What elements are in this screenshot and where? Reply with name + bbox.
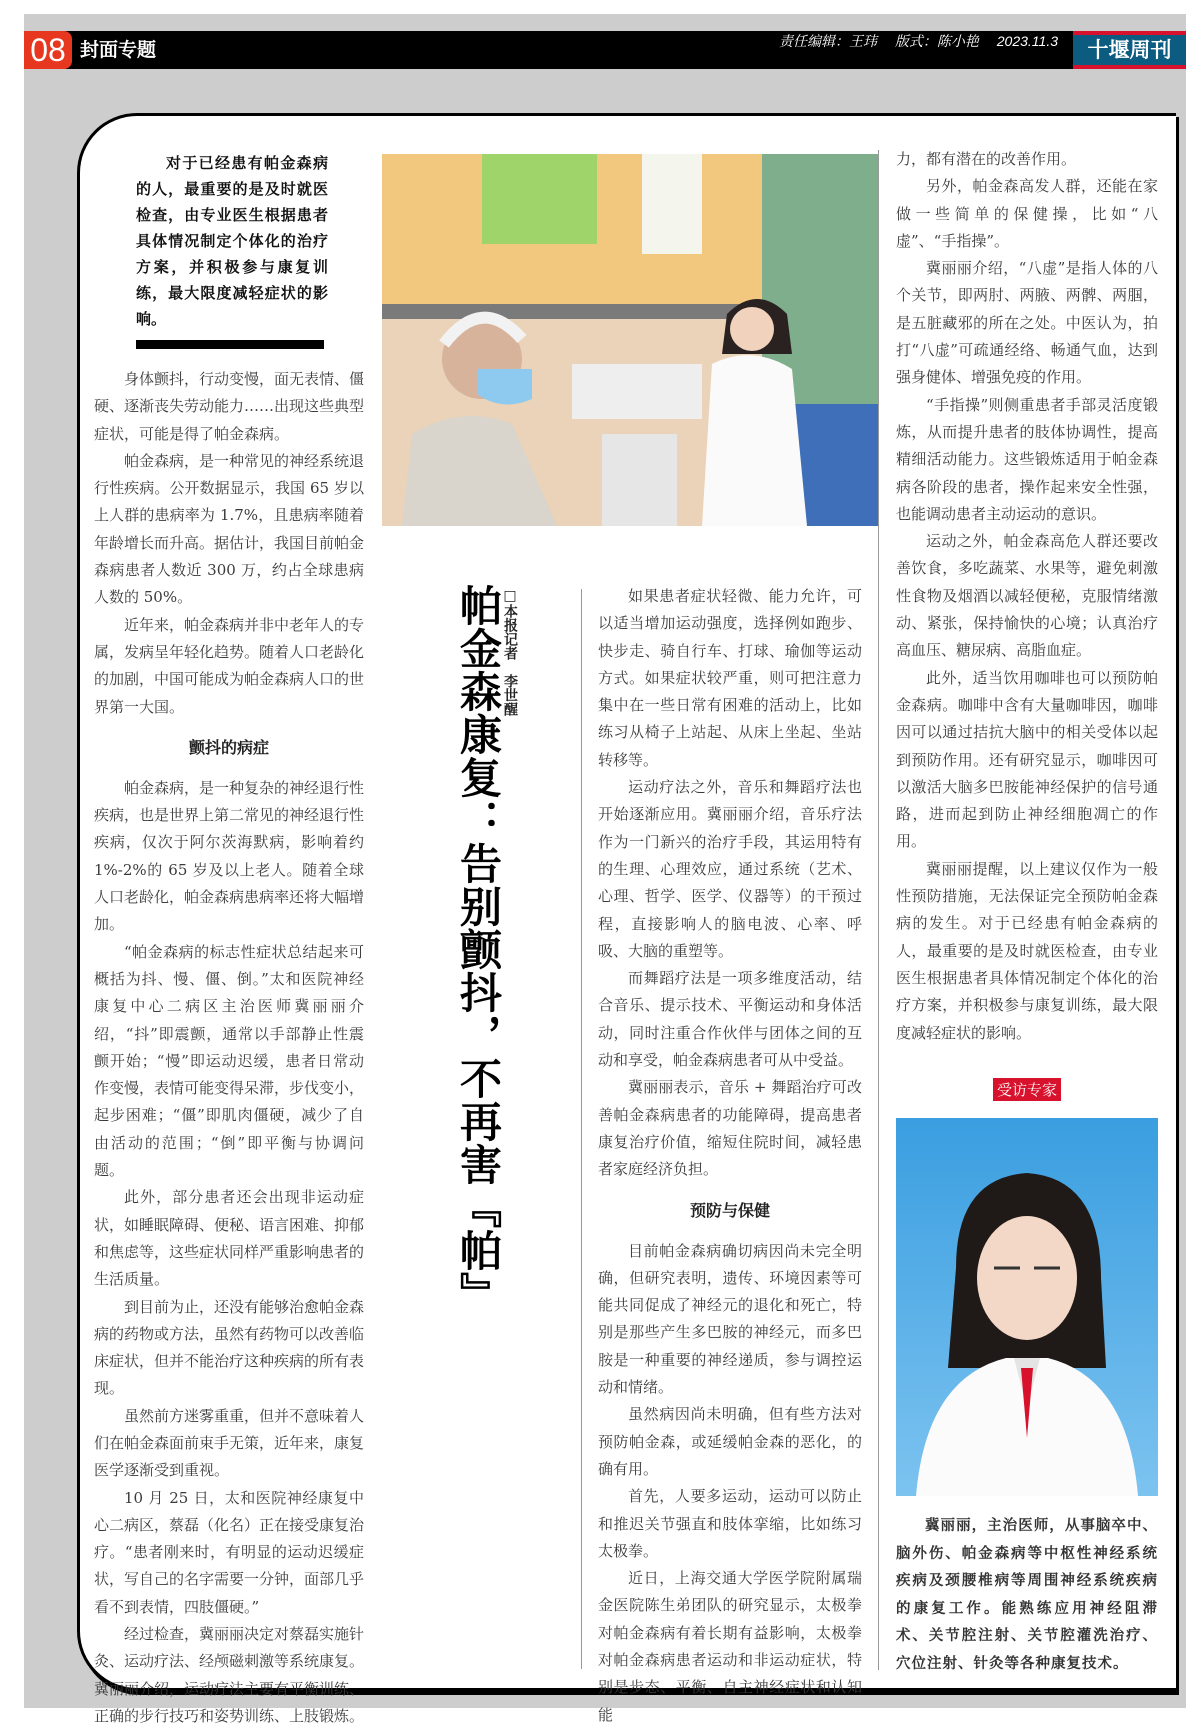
paragraph: 而舞蹈疗法是一项多维度活动，结合音乐、提示技术、平衡运动和身体活动，同时注重合作伙伴与团体之间的互动和享受，帕金森病患者可从中受益。 — [598, 969, 862, 1070]
paragraph: 力，都有潜在的改善作用。 — [896, 150, 1077, 168]
paragraph: 近年来，帕金森病并非中老年人的专属，发病呈年轻化趋势。随着人口老龄化的加剧，中国可能成为帕金森病人口的世界第一大国。 — [94, 615, 365, 716]
paragraph: “手指操”则侧重患者手部灵活度锻炼，从而提升患者的肢体协调性，提高精细活动能力。这些锻炼适用于帕金森病各阶段的患者，操作起来安全性强，也能调动患者主动运动的意识。 — [896, 395, 1158, 523]
page-number: 08 — [24, 31, 72, 69]
paragraph: 运动疗法之外，音乐和舞蹈疗法也开始逐渐应用。冀丽丽介绍，音乐疗法作为一门新兴的治疗手段，其运用特有的生理、心理效应，通过系统（艺术、心理、哲学、医学、仪器等）的干预过程，直接影响人的脑电波、心率、呼吸、大脑的重塑等。 — [598, 778, 862, 960]
subheading: 颤抖的病症 — [188, 737, 269, 757]
paragraph: 身体颤抖，行动变慢，面无表情、僵硬、逐渐丧失劳动能力……出现这些典型症状，可能是得了帕金森病。 — [94, 370, 365, 443]
pull-quote-rule — [136, 340, 324, 349]
page-header — [24, 31, 1186, 69]
paragraph: 此外，部分患者还会出现非运动症状，如睡眠障碍、便秘、语言困难、抑郁和焦虑等，这些症状同样严重影响患者的生活质量。 — [94, 1188, 365, 1289]
expert-bio: 冀丽丽，主治医师，从事脑卒中、脑外伤、帕金森病等中枢性神经系统疾病及颈腰椎病等周围神经系统疾病的康复工作。能熟练应用神经阻滞术、关节腔注射、关节腔灌洗治疗、穴位注射、针灸等各种康复技术。 — [896, 1517, 1158, 1672]
paragraph: 冀丽丽介绍，“八虚”是指人体的八个关节，即两肘、两腋、两髀、两腘，是五脏藏邪的所在之处。中医认为，拍打“八虚”可疏通经络、畅通气血，达到强身健体、增强免疫的作用。 — [896, 259, 1158, 387]
paragraph: 另外，帕金森高发人群，还能在家做一些简单的保健操，比如“八虚”、“手指操”。 — [896, 177, 1158, 250]
column-divider — [878, 150, 879, 1670]
pull-quote: 对于已经患有帕金森病的人，最重要的是及时就医检查，由专业医生根据患者具体情况制定个体化的治疗方案，并积极参与康复训练，最大限度减轻症状的影响。 — [136, 154, 328, 328]
paragraph: 冀丽丽表示，音乐 + 舞蹈治疗可改善帕金森病患者的功能障碍，提高患者康复治疗价值，缩短住院时间，减轻患者家庭经济负担。 — [598, 1078, 862, 1179]
paragraph: 近日，上海交通大学医学院附属瑞金医院陈生弟团队的研究显示，太极拳对帕金森病有着长期有益影响，太极拳对帕金森病患者运动和非运动症状，特别是步态、平衡、自主神经症状和认知能 — [598, 1569, 862, 1724]
section-title: 封面专题 — [80, 39, 157, 61]
paragraph: 帕金森病，是一种常见的神经系统退行性疾病。公开数据显示，我国 65 岁以上人群的患病率为 1.7%，且患病率随着年龄增长而升高。据估计，我国目前帕金森病患者人数近 300 万，约占全球患病人数的 50%。 — [94, 451, 365, 607]
column-1 — [94, 366, 364, 1730]
paragraph: 到目前为止，还没有能够治愈帕金森病的药物或方法，虽然有药物可以改善临床症状，但并不能治疗这种疾病的所有表现。 — [94, 1297, 365, 1398]
paragraph: 冀丽丽提醒，以上建议仅作为一般性预防措施，无法保证完全预防帕金森病的发生。对于已经患有帕金森病的人，最重要的是及时就医检查，由专业医生根据患者具体情况制定个体化的治疗方案，并积极参与康复训练，最大限度减轻症状的影响。 — [896, 859, 1158, 1042]
pull-quote-block — [136, 150, 328, 349]
paragraph: 如果患者症状轻微、能力允许，可以适当增加运动强度，选择例如跑步、快步走、骑自行车、打球、瑜伽等运动方式。如果症状较严重，则可把注意力集中在一些日常有困难的活动上，比如练习从椅子上站起、从床上坐起、坐站转移等。 — [598, 587, 862, 769]
column-divider — [581, 589, 582, 1669]
issue-date: 2023.11.3 — [996, 33, 1058, 49]
treatment-photo — [382, 154, 878, 526]
article-title: 帕金森康复：告别颤抖，不再害『帕』 — [454, 584, 503, 1315]
credits — [765, 31, 1058, 51]
newspaper-brand: 十堰周刊 — [1073, 31, 1186, 69]
column-3 — [896, 146, 1158, 1047]
expert-badge: 受访专家 — [993, 1078, 1061, 1101]
expert-portrait — [896, 1118, 1158, 1496]
layout-designer: 版式：陈小艳 — [894, 33, 979, 49]
paragraph: 帕金森病，是一种复杂的神经退行性疾病，也是世界上第二常见的神经退行性疾病，仅次于阿尔茨海默病，影响着约 1%-2%的 65 岁及以上老人。随着全球人口老龄化，帕金森病患病率还将大幅增加。 — [94, 778, 365, 934]
editor: 责任编辑：王玮 — [778, 33, 877, 49]
paragraph: 目前帕金森病确切病因尚未完全明确，但研究表明，遗传、环境因素等可能共同促成了神经元的退化和死亡，特别是那些产生多巴胺的神经元，而多巴胺是一种重要的神经递质，参与调控运动和情绪。 — [598, 1241, 862, 1397]
paragraph: 首先，人要多运动，运动可以防止和推迟关节强直和肢体挛缩，比如练习太极拳。 — [598, 1487, 862, 1560]
byline: □本报记者 李世醒 — [502, 588, 518, 716]
paragraph: 虽然病因尚未明确，但有些方法对预防帕金森，或延缓帕金森的恶化，的确有用。 — [598, 1405, 862, 1478]
paragraph: “帕金森病的标志性症状总结起来可概括为抖、慢、僵、倒。”太和医院神经康复中心二病区主治医师冀丽丽介绍，“抖”即震颤，通常以手部静止性震颤开始；“慢”即运动迟缓，患者日常动作变慢，表情可能变得呆滞，步伐变小，起步困难；“僵”即肌肉僵硬，减少了自由活动的范围；“倒”即平衡与协调问题。 — [94, 942, 365, 1180]
column-2 — [598, 583, 862, 1729]
paragraph: 10 月 25 日，太和医院神经康复中心二病区，蔡磊（化名）正在接受康复治疗。“患者刚来时，有明显的运动迟缓症状，写自己的名字需要一分钟，面部几乎看不到表情，四肢僵硬。” — [94, 1488, 365, 1616]
paragraph: 虽然前方迷雾重重，但并不意味着人们在帕金森面前束手无策，近年来，康复医学逐渐受到重视。 — [94, 1406, 365, 1480]
paragraph: 运动之外，帕金森高危人群还要改善饮食，多吃蔬菜、水果等，避免刺激性食物及烟酒以减轻便秘，克服情绪激动、紧张，保持愉快的心境；认真治疗高血压、糖尿病、高脂血症。 — [896, 532, 1158, 660]
subheading: 预防与保健 — [689, 1200, 770, 1220]
paragraph: 此外，适当饮用咖啡也可以预防帕金森病。咖啡中含有大量咖啡因，咖啡因可以通过拮抗大脑中的相关受体以起到预防作用。还有研究显示，咖啡因可以激活大脑多巴胺能神经保护的信号通路，进而起到防止神经细胞凋亡的作用。 — [896, 668, 1158, 851]
paragraph: 经过检查，冀丽丽决定对蔡磊实施针灸、运动疗法、经颅磁刺激等系统康复。冀丽丽介绍，运动疗法主要有平衡训练、正确的步行技巧和姿势训练、上肢锻炼。 — [94, 1625, 365, 1725]
